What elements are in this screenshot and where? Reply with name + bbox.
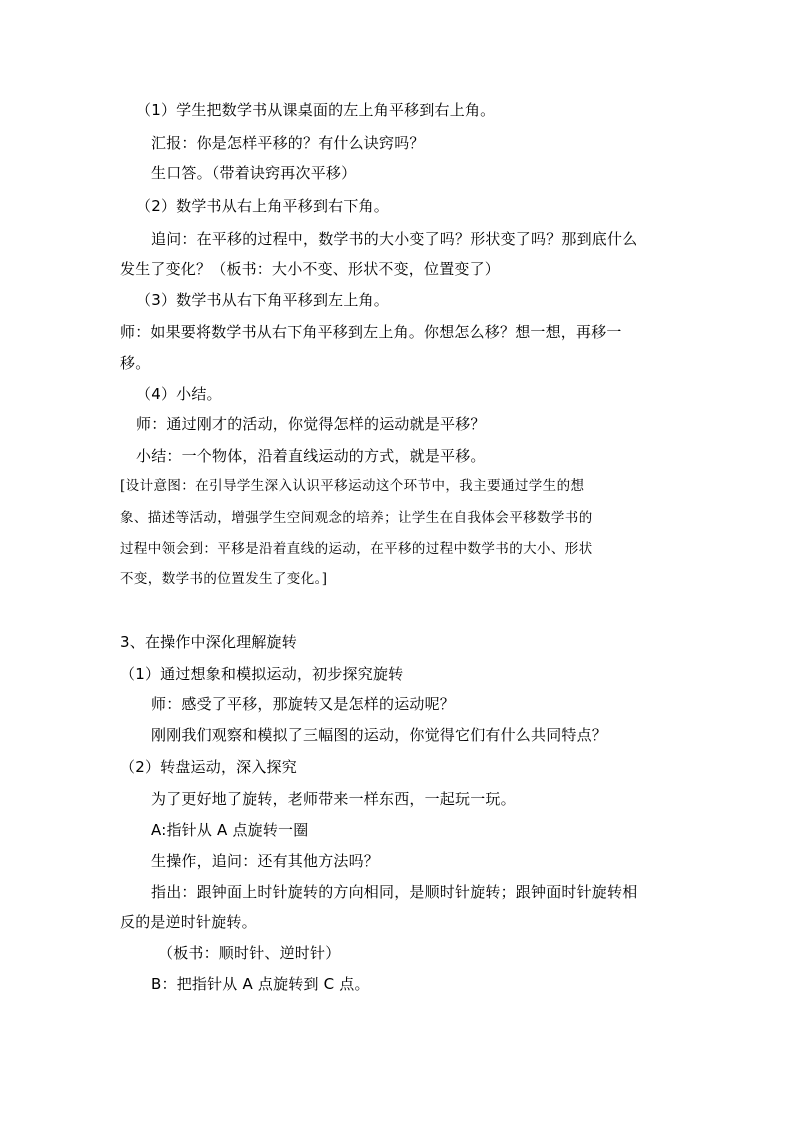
text-line: 小结：一个物体，沿着直线运动的方式，就是平移。 xyxy=(136,447,486,465)
design-note-line: [设计意图：在引导学生深入认识平移运动这个环节中，我主要通过学生的想 xyxy=(120,478,585,494)
text-line: B：把指针从 A 点旋转到 C 点。 xyxy=(151,975,370,993)
text-line: （3）数学书从右下角平移到左上角。 xyxy=(136,291,389,309)
design-note-line: 过程中领会到：平移是沿着直线的运动，在平移的过程中数学书的大小、形状 xyxy=(120,541,593,557)
text-line: 移。 xyxy=(120,354,151,372)
text-line: 追问：在平移的过程中，数学书的大小变了吗？形状变了吗？那到底什么 xyxy=(151,230,638,248)
design-note-line: 不变，数学书的位置发生了变化。] xyxy=(120,571,328,587)
section-heading: 3、在操作中深化理解旋转 xyxy=(120,633,297,651)
text-line: 师：感受了平移，那旋转又是怎样的运动呢？ xyxy=(151,695,456,713)
design-note-line: 象、描述等活动，增强学生空间观念的培养；让学生在自我体会平移数学书的 xyxy=(120,510,593,526)
text-line: 生口答。（带着诀窍再次平移） xyxy=(151,164,357,182)
text-line: 汇报：你是怎样平移的？有什么诀窍吗？ xyxy=(151,134,425,152)
text-line: A:指针从 A 点旋转一圈 xyxy=(151,821,309,839)
text-line: 指出：跟钟面上时针旋转的方向相同，是顺时针旋转；跟钟面时针旋转相 xyxy=(151,883,638,901)
text-line: （1）通过想象和模拟运动，初步探究旋转 xyxy=(120,665,404,683)
text-line: （板书：顺时针、逆时针） xyxy=(158,944,341,962)
text-line: （1）学生把数学书从课桌面的左上角平移到右上角。 xyxy=(136,101,496,119)
text-line: 师：通过刚才的活动，你觉得怎样的运动就是平移？ xyxy=(136,415,486,433)
text-line: 生操作，追问：还有其他方法吗？ xyxy=(151,852,380,870)
text-line: 发生了变化？（板书：大小不变、形状不变，位置变了） xyxy=(120,260,501,278)
text-line: 刚刚我们观察和模拟了三幅图的运动，你觉得它们有什么共同特点？ xyxy=(151,726,608,744)
text-line: 反的是逆时针旋转。 xyxy=(120,913,257,931)
text-line: （4）小结。 xyxy=(136,385,222,403)
text-line: （2）数学书从右上角平移到右下角。 xyxy=(136,197,389,215)
text-line: （2）转盘运动，深入探究 xyxy=(120,758,297,776)
text-line: 为了更好地了旋转，老师带来一样东西，一起玩一玩。 xyxy=(151,790,516,808)
text-line: 师：如果要将数学书从右下角平移到左上角。你想怎么移？想一想，再移一 xyxy=(120,323,622,341)
